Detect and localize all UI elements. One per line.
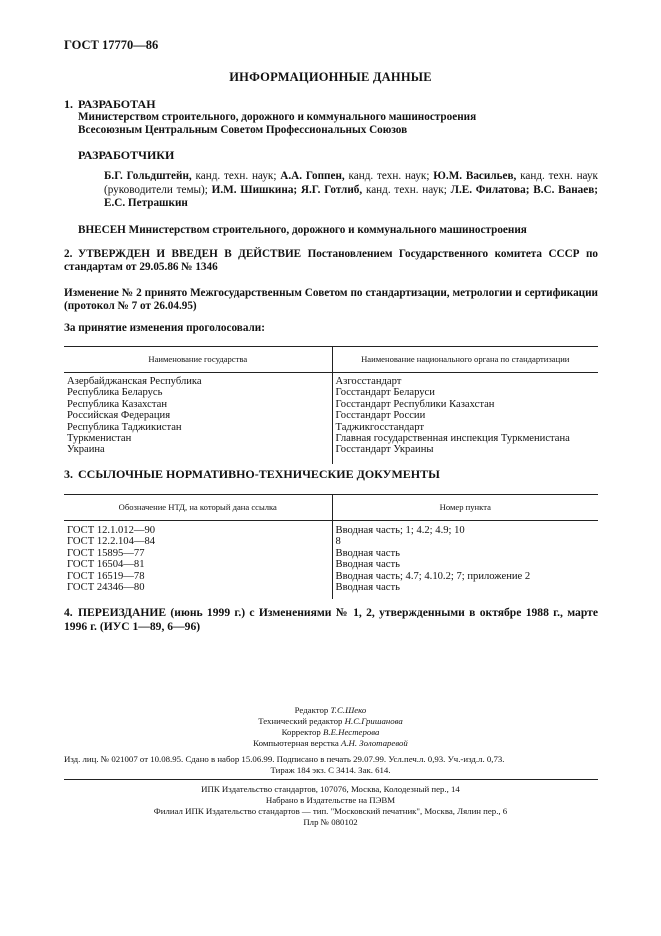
table-row: Азгосстандарт xyxy=(335,376,402,387)
ref-clauses-cell xyxy=(332,521,598,600)
table-row: ГОСТ 16504—81 xyxy=(67,559,145,571)
publisher-line: ИПК Издательство стандартов, 107076, Москва, Колодезный пер., 14 xyxy=(201,784,460,794)
vote-table-header-organ: Наименование национального органа по стандартизации xyxy=(332,347,598,373)
section-number: 1. xyxy=(64,97,73,111)
ref-designations-cell xyxy=(64,521,332,600)
vote-organs-cell xyxy=(332,373,598,465)
developer-name: А.А. Гоппен, xyxy=(280,170,345,182)
publisher-line: Филиал ИПК Издательство стандартов — тип. "Московский печатник", Москва, Лялин пер., 6 xyxy=(153,806,508,816)
table-row: Российская Федерация xyxy=(67,410,171,422)
table-row: Азербайджанская Республика xyxy=(67,376,202,387)
introduced-by: ВНЕСЕН Министерством строительного, дорожного и коммунального машиностроения xyxy=(78,224,527,236)
divider xyxy=(64,779,598,780)
developer-role: канд. техн. наук; xyxy=(362,183,451,196)
vote-table-header-state: Наименование государства xyxy=(64,347,332,373)
credit-name: Н.С.Гришанова xyxy=(344,716,403,726)
section-developed xyxy=(64,98,604,137)
credits-block xyxy=(0,705,661,749)
ref-table-header-clause: Номер пункта xyxy=(332,495,598,521)
section-reissue xyxy=(64,606,598,633)
developer-name: Б.Г. Гольдштейн, xyxy=(104,170,192,182)
ref-table-header-designation: Обозначение НТД, на который дана ссылка xyxy=(64,495,332,521)
publisher-line: Набрано в Издательстве на ПЭВМ xyxy=(265,795,396,805)
section-heading: РАЗРАБОТАН xyxy=(78,97,156,111)
table-row: 8 xyxy=(335,536,341,548)
table-row: Вводная часть xyxy=(335,559,400,571)
developer-name: И.М. Шишкина; Я.Г. Готлиб, xyxy=(211,183,363,196)
table-row: ГОСТ 15895—77 xyxy=(67,547,145,559)
page-title: ИНФОРМАЦИОННЫЕ ДАННЫЕ xyxy=(229,70,432,84)
table-row: ГОСТ 12.1.012—90 xyxy=(67,525,156,536)
print-info-line-1: Изд. лиц. № 021007 от 10.08.95. Сдано в набор 15.06.99. Подписано в печать 29.07.99. Усл.печ.л. 0,93. Уч.-изд.л. 0,73. xyxy=(64,754,505,764)
print-info-line-2: Тираж 184 экз. С 3414. Зак. 614. xyxy=(270,765,391,775)
credit-label: Редактор xyxy=(294,705,331,715)
table-row: Республика Таджикистан xyxy=(67,421,182,433)
table-row: Республика Казахстан xyxy=(67,398,168,410)
credit-name: В.Е.Нестерова xyxy=(323,727,380,737)
reissue-text: ПЕРЕИЗДАНИЕ (июнь 1999 г.) с Изменениями № 1, 2, утвержденными в октябре 1988 г., марте 1996 г. (ИУС 1—89, 6—96) xyxy=(64,606,598,633)
credit-label: Корректор xyxy=(281,727,323,737)
reference-table xyxy=(64,494,598,599)
change-note: Изменение № 2 принято Межгосударственным Советом по стандартизации, метрологии и сертификации (протокол № 7 от 26.04.95) xyxy=(64,287,598,312)
table-row: Госстандарт России xyxy=(335,410,426,422)
approved-text: УТВЕРЖДЕН И ВВЕДЕН В ДЕЙСТВИЕ Постановлением Государственного комитета СССР по стандартам от 29.05.86 № 1346 xyxy=(64,248,598,273)
table-row: Главная государственная инспекция Туркменистана xyxy=(335,433,570,445)
section-heading: ССЫЛОЧНЫЕ НОРМАТИВНО-ТЕХНИЧЕСКИЕ ДОКУМЕНТЫ xyxy=(78,467,440,481)
section-number: 4. xyxy=(64,606,73,619)
standard-code: ГОСТ 17770—86 xyxy=(64,38,159,52)
developer-role: канд. техн. наук (руководители темы); xyxy=(104,170,598,196)
table-row: ГОСТ 24346—80 xyxy=(67,582,145,594)
vote-states-cell xyxy=(64,373,332,465)
table-row: Госстандарт Украины xyxy=(335,444,434,456)
developer-name: Ю.М. Васильев, xyxy=(433,170,517,182)
table-row: Госстандарт Республики Казахстан xyxy=(335,398,495,410)
developer-org-2: Всесоюзным Центральным Советом Профессиональных Союзов xyxy=(78,124,408,136)
developers-heading: РАЗРАБОТЧИКИ xyxy=(78,148,175,162)
developer-role: канд. техн. наук; xyxy=(344,170,434,182)
section-references xyxy=(64,468,440,481)
section-number: 3. xyxy=(64,467,73,481)
section-number: 2. xyxy=(64,248,73,260)
publisher-line: Плр № 080102 xyxy=(303,817,358,827)
developer-name: Л.Е. Филатова; В.С. Ванаев; Е.С. Петрашкин xyxy=(104,183,598,210)
credit-name: А.Н. Золотаревой xyxy=(340,738,408,748)
table-row: Республика Беларусь xyxy=(67,387,163,399)
credit-label: Компьютерная верстка xyxy=(253,738,341,748)
vote-title: За принятие изменения проголосовали: xyxy=(64,322,265,334)
table-row: Таджикгосстандарт xyxy=(335,421,424,433)
table-row: Туркменистан xyxy=(67,433,132,445)
table-row: Украина xyxy=(67,444,105,456)
developer-org-1: Министерством строительного, дорожного и коммунального машиностроения xyxy=(78,111,477,123)
table-row: ГОСТ 12.2.104—84 xyxy=(67,536,156,548)
developers-list xyxy=(104,170,598,211)
section-approved xyxy=(64,248,598,274)
developer-role: канд. техн. наук; xyxy=(191,170,281,182)
table-row: Вводная часть; 4.7; 4.10.2; 7; приложение 2 xyxy=(335,570,531,582)
table-row: Госстандарт Беларуси xyxy=(335,387,435,399)
table-row: Вводная часть xyxy=(335,547,400,559)
vote-table xyxy=(64,346,598,464)
credit-label: Технический редактор xyxy=(258,716,345,726)
table-row: ГОСТ 16519—78 xyxy=(67,570,145,582)
credit-name: Т.С.Шеко xyxy=(330,705,367,715)
table-row: Вводная часть; 1; 4.2; 4.9; 10 xyxy=(335,525,465,536)
publisher-block xyxy=(0,784,661,828)
table-row: Вводная часть xyxy=(335,582,400,594)
